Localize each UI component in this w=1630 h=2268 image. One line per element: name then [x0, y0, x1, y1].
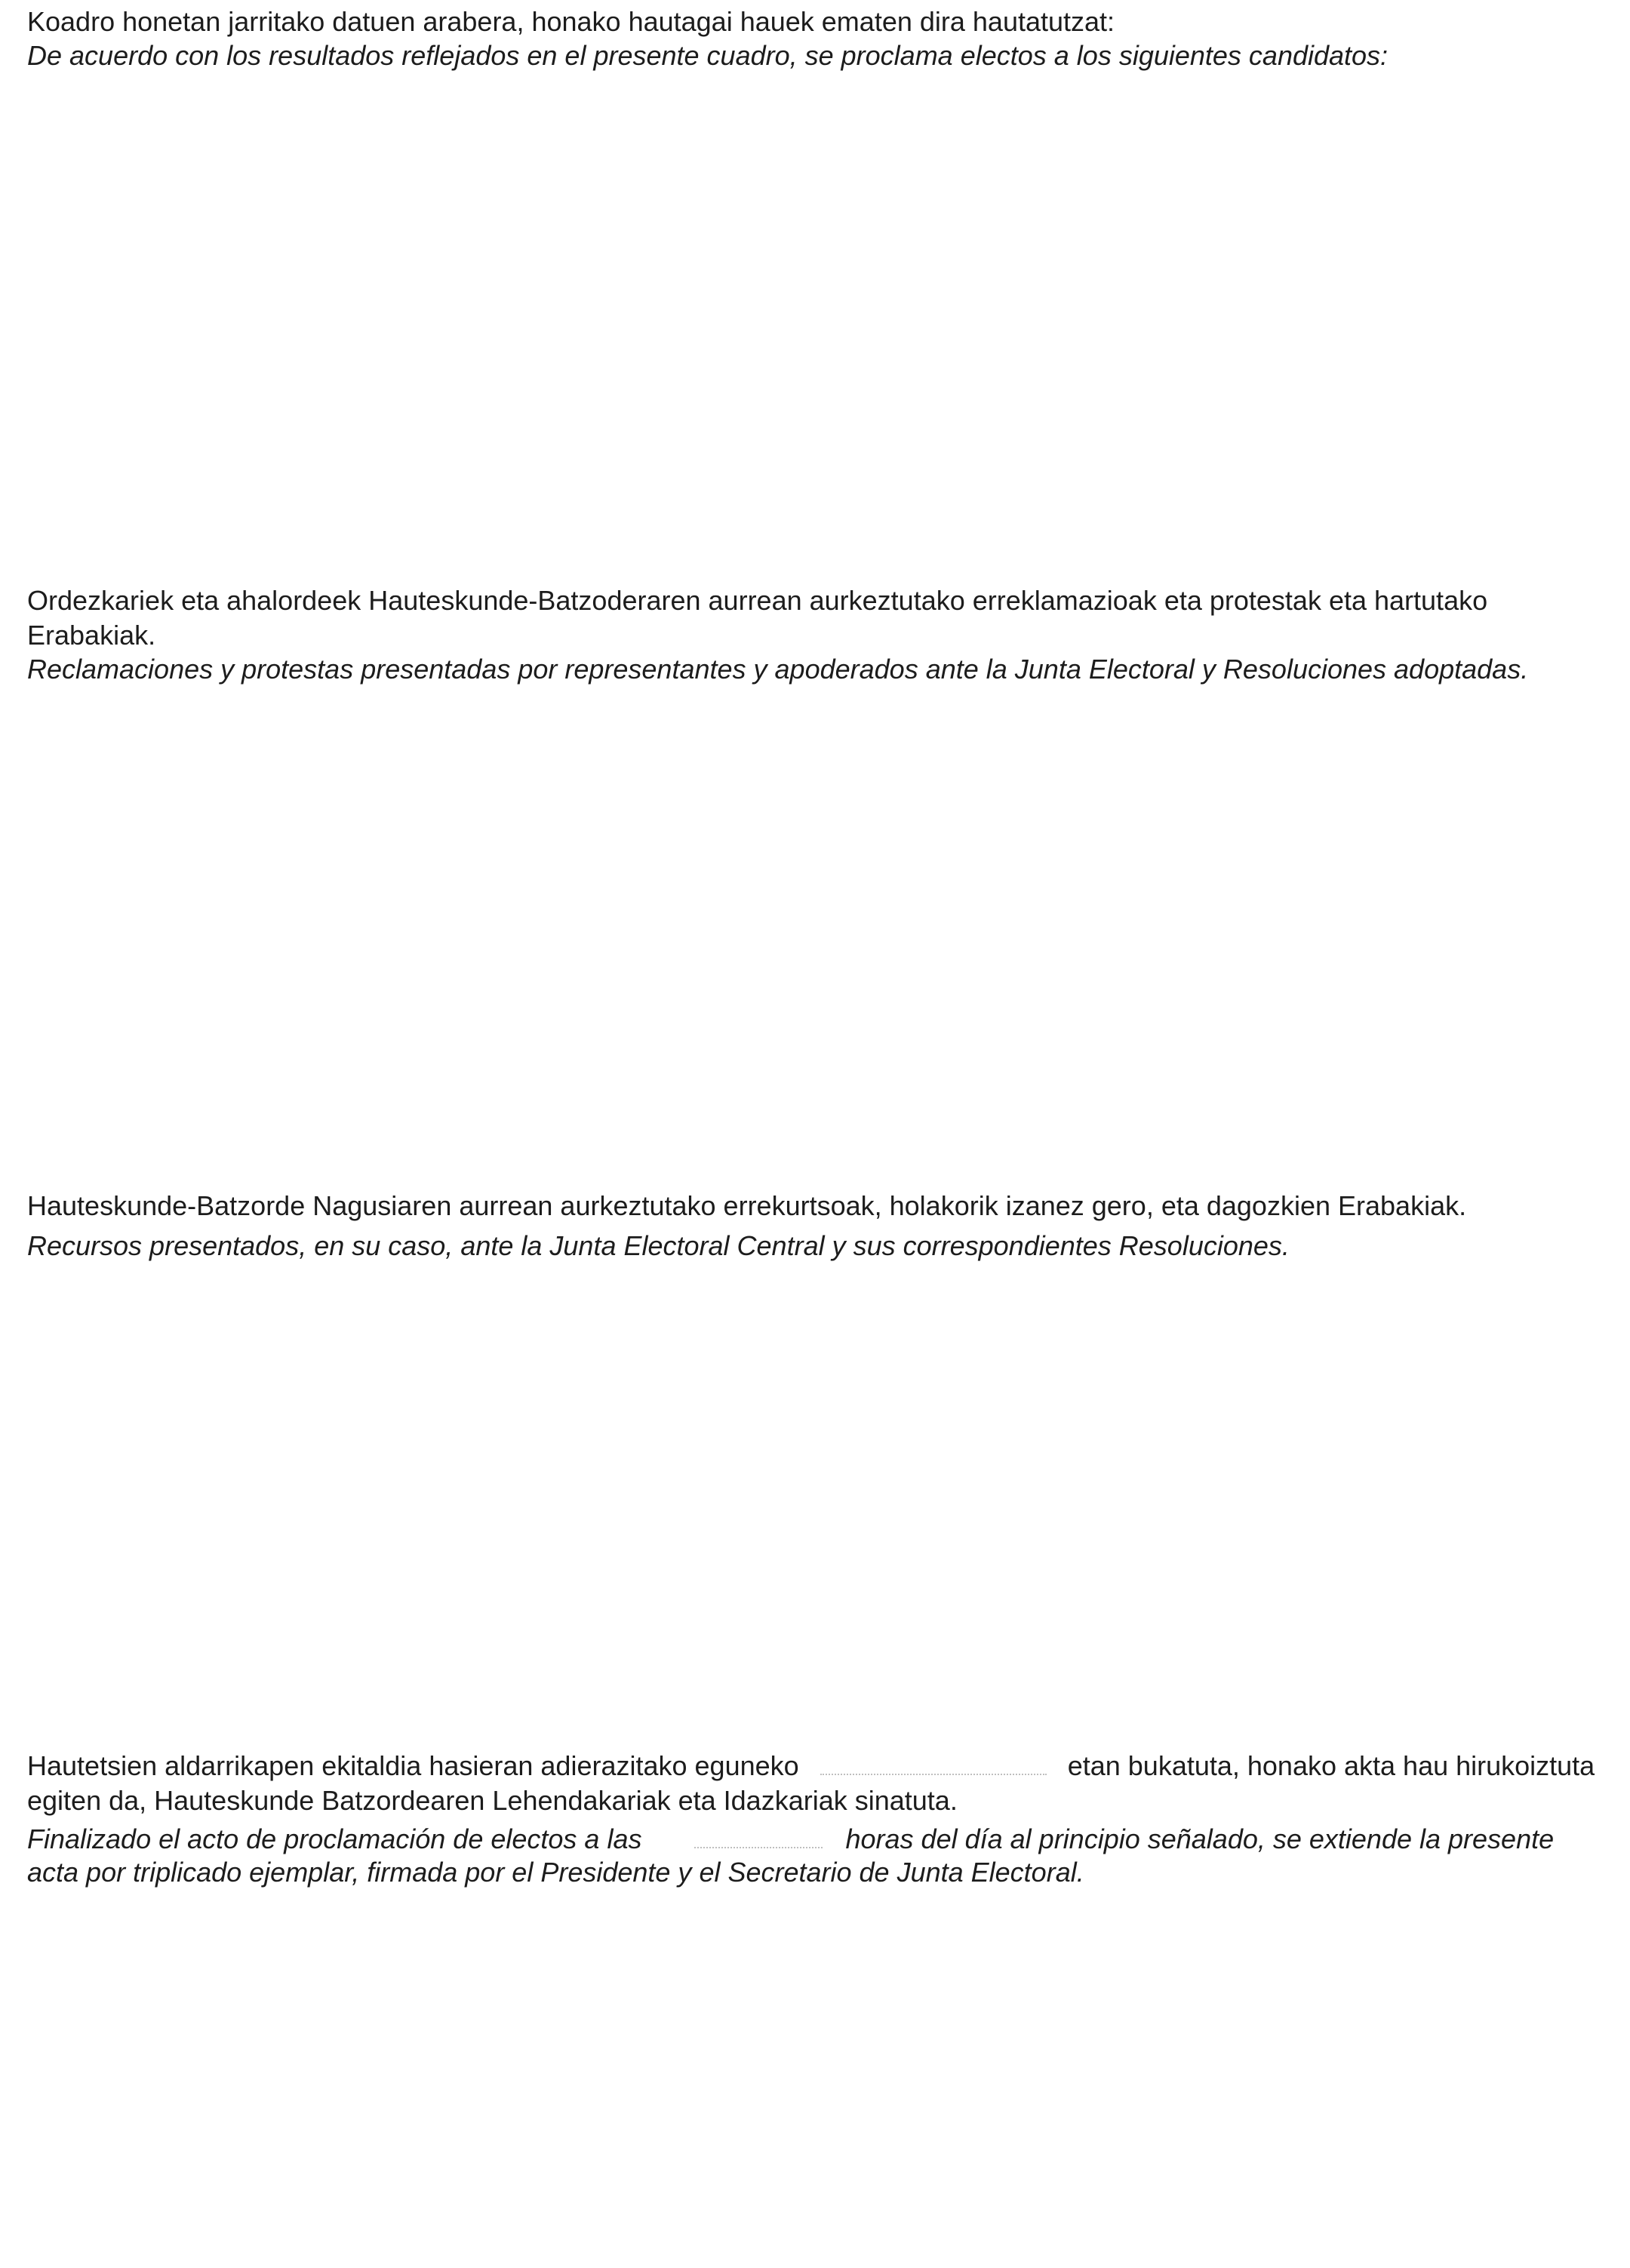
closing-text-basque	[27, 1749, 1604, 1818]
time-fill-line-basque	[820, 1765, 1047, 1775]
section-heading-basque: Ordezkariek eta ahalordeek Hauteskunde-Batzoderaren aurrean aurkeztutako erreklamazioak eta protestak eta hartutako Erabakiak.	[27, 585, 1488, 651]
appeals-section	[27, 1189, 1604, 1263]
closing-basque-start: Hautetsien aldarrikapen ekitaldia hasieran adierazitako eguneko	[27, 1750, 799, 1781]
closing-statement-section	[27, 1749, 1604, 1889]
section-heading-basque: Koadro honetan jarritako datuen arabera, honako hautagai hauek ematen dira hautatutzat:	[27, 6, 1115, 37]
proclaimed-candidates-section	[27, 5, 1604, 72]
section-heading-spanish: Recursos presentados, en su caso, ante la Junta Electoral Central y sus correspondientes Resoluciones.	[27, 1230, 1290, 1261]
closing-spanish-end: horas del día al principio señalado, se extiende la presente acta por triplicado ejemplar, firmada por el Presidente y el Secretario de Junta Electoral.	[27, 1823, 1555, 1888]
section-heading-spanish: Reclamaciones y protestas presentadas por representantes y apoderados ante la Junta Electoral y Resoluciones adoptadas.	[27, 654, 1529, 685]
claims-and-protests-section	[27, 583, 1604, 686]
closing-text-spanish	[27, 1823, 1604, 1889]
closing-basque-end: etan bukatuta, honako akta hau hirukoiztuta egiten da, Hauteskunde Batzordearen Lehendakariak eta Idazkariak sinatuta.	[27, 1750, 1595, 1816]
section-heading-basque: Hauteskunde-Batzorde Nagusiaren aurrean aurkeztutako errekurtsoak, holakorik izanez gero, eta dagozkien Erabakiak.	[27, 1190, 1467, 1221]
time-fill-line-spanish	[694, 1838, 823, 1848]
closing-spanish-start: Finalizado el acto de proclamación de electos a las	[27, 1823, 642, 1854]
section-heading-spanish: De acuerdo con los resultados reflejados en el presente cuadro, se proclama electos a los siguientes candidatos:	[27, 40, 1389, 71]
